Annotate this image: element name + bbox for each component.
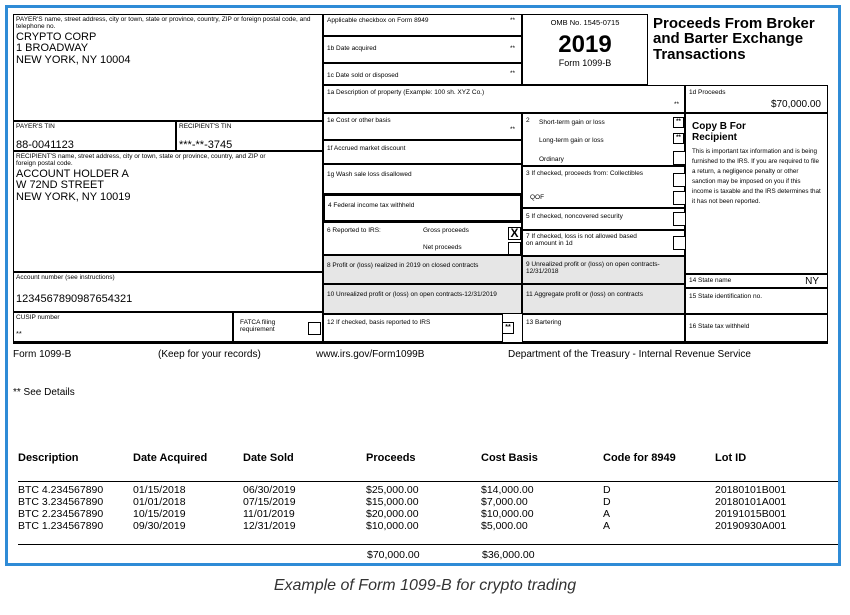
recipient-box	[13, 151, 323, 272]
box-12-checkbox[interactable]	[502, 322, 514, 334]
cell-cost-basis: $10,000.00	[481, 508, 534, 520]
payer-address-1: 1 BROADWAY	[16, 42, 89, 55]
copy-b-box	[685, 113, 828, 274]
payer-tin-box	[13, 121, 176, 151]
copy-b-title: Copy B For Recipient	[692, 121, 746, 143]
cell-lot-id: 20180101A001	[715, 496, 787, 508]
cell-date-sold: 07/15/2019	[243, 496, 296, 508]
tax-year: 2019	[558, 30, 612, 58]
total-rule	[18, 544, 838, 545]
box-1g-label: 1g Wash sale loss disallowed	[327, 171, 412, 178]
box-8949-label: Applicable checkbox on Form 8949	[327, 17, 429, 24]
col-header-date-acquired: Date Acquired	[133, 452, 208, 464]
box-13-checkbox-value: **	[505, 324, 511, 331]
cell-code-8949: A	[603, 520, 611, 532]
box-2	[522, 113, 685, 166]
box-14-label: 14 State name	[689, 277, 732, 284]
box-8-label: 8 Profit or (loss) realized in 2019 on closed contracts	[327, 262, 479, 269]
cell-proceeds: $25,000.00	[366, 484, 419, 496]
recipient-tin: ***-**-3745	[179, 139, 233, 152]
recipient-label: RECIPIENT'S name, street address, city or town, state or province, country, and ZIP or foreign postal code.	[16, 153, 266, 168]
box-15	[685, 288, 828, 314]
cusip-label: CUSIP number	[16, 314, 60, 321]
net-proceeds-checkbox[interactable]	[508, 242, 521, 255]
col-header-cost-basis: Cost Basis	[481, 452, 538, 464]
box-8949-checkbox	[323, 14, 522, 36]
gross-proceeds-label: Gross proceeds	[423, 227, 469, 234]
table-row	[18, 508, 838, 520]
box-10	[323, 284, 522, 314]
box-3-label: 3 If checked, proceeds from: Collectibles	[526, 170, 644, 177]
box-1f	[323, 140, 522, 164]
long-term-label: Long-term gain or loss	[539, 137, 604, 144]
box-5	[522, 208, 685, 230]
cell-date-sold: 06/30/2019	[243, 484, 296, 496]
col-header-description: Description	[18, 452, 79, 464]
cusip-box	[13, 312, 233, 342]
box-5-label: 5 If checked, noncovered security	[526, 213, 623, 220]
box-11-label: 11 Aggregate profit or (loss) on contracts	[526, 291, 643, 298]
box-1d-label: 1d Proceeds	[689, 89, 726, 96]
box-4	[323, 194, 522, 222]
gross-proceeds-checkbox[interactable]: X	[508, 227, 521, 240]
account-number: 1234567890987654321	[16, 293, 133, 306]
cell-code-8949: A	[603, 508, 611, 520]
box-1c-value: **	[509, 70, 515, 77]
table-row	[18, 520, 838, 532]
cell-date-sold: 12/31/2019	[243, 520, 296, 532]
box-4-label: 4 Federal income tax withheld	[328, 202, 415, 209]
cell-description: BTC 3.234567890	[18, 496, 104, 508]
cell-proceeds: $10,000.00	[366, 520, 419, 532]
box-3	[522, 166, 685, 208]
payer-tin: 88-0041123	[16, 139, 74, 152]
box-13-label: 13 Bartering	[526, 319, 562, 326]
payer-tin-label: PAYER'S TIN	[16, 123, 55, 130]
total-cost-basis: $36,000.00	[482, 549, 535, 561]
fatca-label: FATCA filing requirement	[240, 319, 276, 334]
box-12	[323, 314, 503, 342]
box-15-label: 15 State identification no.	[689, 293, 762, 300]
omb-box	[522, 14, 648, 85]
short-term-label: Short-term gain or loss	[539, 119, 605, 126]
image-caption: Example of Form 1099-B for crypto trading	[273, 577, 577, 594]
box-1f-label: 1f Accrued market discount	[327, 145, 406, 152]
cell-code-8949: D	[603, 484, 611, 496]
copy-b-text: This is important tax information and is being furnished to the IRS. If you are required to file a return, a negligence penalty or other sanction may be imposed on you if this income is taxable and the IRS determines that it has not been reported.	[692, 148, 821, 206]
box-1b-label: 1b Date acquired	[327, 45, 377, 52]
box-6-label: 6 Reported to IRS:	[327, 227, 381, 234]
box-6	[323, 222, 522, 255]
box-1b	[323, 36, 522, 63]
box-1a-value: **	[673, 101, 679, 108]
col-header-code-8949: Code for 8949	[603, 452, 676, 464]
box-1a	[323, 85, 685, 113]
box-1e-label: 1e Cost or other basis	[327, 117, 391, 124]
cell-lot-id: 20190930A001	[715, 520, 787, 532]
payer-address-2: NEW YORK, NY 10004	[16, 54, 131, 67]
form-name: Form 1099-B	[558, 58, 612, 69]
cell-description: BTC 2.234567890	[18, 508, 104, 520]
box-2-label: 2	[526, 117, 530, 124]
details-body	[18, 474, 838, 532]
box-1c	[323, 63, 522, 85]
box-8	[323, 255, 522, 284]
cell-lot-id: 20191015B001	[715, 508, 787, 520]
box-1d-value: $70,000.00	[770, 99, 821, 110]
ordinary-label: Ordinary	[539, 156, 564, 163]
box-1g	[323, 164, 522, 194]
footer-url[interactable]: www.irs.gov/Form1099B	[316, 349, 425, 360]
box-13	[522, 314, 685, 342]
recipient-address-2: NEW YORK, NY 10019	[16, 191, 131, 204]
cell-date-acquired: 10/15/2019	[133, 508, 186, 520]
box-7-label: 7 If checked, loss is not allowed based on amount in 1d	[526, 233, 637, 248]
recipient-name: ACCOUNT HOLDER A	[16, 167, 129, 180]
total-proceeds: $70,000.00	[367, 549, 420, 561]
box-9	[522, 256, 685, 284]
payer-label: PAYER'S name, street address, city or town, state or province, country, ZIP or foreign postal code, and telephone no.	[16, 16, 311, 31]
box-11	[522, 284, 685, 314]
cell-description: BTC 4.234567890	[18, 484, 104, 496]
footer-form-name: Form 1099-B	[13, 349, 72, 360]
col-header-proceeds: Proceeds	[366, 452, 416, 464]
box-16-label: 16 State tax withheld	[689, 323, 750, 330]
box-12-label: 12 If checked, basis reported to IRS	[327, 319, 431, 326]
recipient-tin-label: RECIPIENT'S TIN	[179, 123, 232, 130]
cell-code-8949: D	[603, 496, 611, 508]
box-8949-value: **	[509, 17, 515, 24]
qof-label: QOF	[530, 194, 545, 201]
state-name: NY	[805, 276, 819, 287]
footer-keep-records: (Keep for your records)	[158, 349, 261, 360]
box-14	[685, 274, 828, 288]
short-term-checkbox[interactable]: **	[673, 117, 684, 128]
payer-name: CRYPTO CORP	[16, 30, 97, 43]
form-frame	[5, 5, 841, 566]
box-1d	[685, 85, 828, 113]
table-row	[18, 474, 838, 496]
box-9-label: 9 Unrealized profit or (loss) on open contracts-12/31/2018	[526, 261, 660, 276]
box-10-label: 10 Unrealized profit or (loss) on open contracts-12/31/2019	[327, 291, 497, 298]
payer-box	[13, 14, 323, 121]
omb-number: OMB No. 1545-0715	[550, 18, 620, 27]
recipient-tin-box	[176, 121, 323, 151]
box-16	[685, 314, 828, 342]
recipient-address-1: W 72ND STREET	[16, 179, 105, 192]
header-rule	[18, 481, 838, 482]
box-1e	[323, 113, 522, 140]
details-table	[18, 448, 838, 532]
cell-proceeds: $15,000.00	[366, 496, 419, 508]
box-1c-label: 1c Date sold or disposed	[327, 72, 399, 79]
cell-lot-id: 20180101B001	[715, 484, 787, 496]
cell-date-acquired: 01/15/2018	[133, 484, 186, 496]
cell-cost-basis: $14,000.00	[481, 484, 534, 496]
cell-date-acquired: 01/01/2018	[133, 496, 186, 508]
box-1e-value: **	[509, 126, 515, 133]
net-proceeds-label: Net proceeds	[423, 244, 462, 251]
cell-date-acquired: 09/30/2019	[133, 520, 186, 532]
account-number-label: Account number (see instructions)	[16, 274, 115, 281]
cell-description: BTC 1.234567890	[18, 520, 104, 532]
box-1b-value: **	[509, 45, 515, 52]
long-term-checkbox[interactable]: **	[673, 133, 684, 144]
box-1a-label: 1a Description of property (Example: 100 sh. XYZ Co.)	[327, 89, 485, 96]
fatca-checkbox[interactable]	[308, 322, 321, 335]
col-header-date-sold: Date Sold	[243, 452, 294, 464]
cell-proceeds: $20,000.00	[366, 508, 419, 520]
box-7	[522, 230, 685, 256]
form-title: Proceeds From Broker and Barter Exchange Transactions	[653, 15, 815, 63]
cell-cost-basis: $5,000.00	[481, 520, 528, 532]
fatca-box	[233, 312, 323, 342]
cusip-number: **	[16, 329, 22, 339]
account-number-box	[13, 272, 323, 312]
form-bottom-rule	[13, 342, 828, 344]
col-header-lot-id: Lot ID	[715, 452, 747, 464]
table-row	[18, 496, 838, 508]
footer-department: Department of the Treasury - Internal Revenue Service	[508, 349, 751, 360]
details-header-row	[18, 448, 838, 474]
cell-cost-basis: $7,000.00	[481, 496, 528, 508]
cell-date-sold: 11/01/2019	[243, 508, 295, 520]
details-heading: ** See Details	[13, 387, 75, 398]
